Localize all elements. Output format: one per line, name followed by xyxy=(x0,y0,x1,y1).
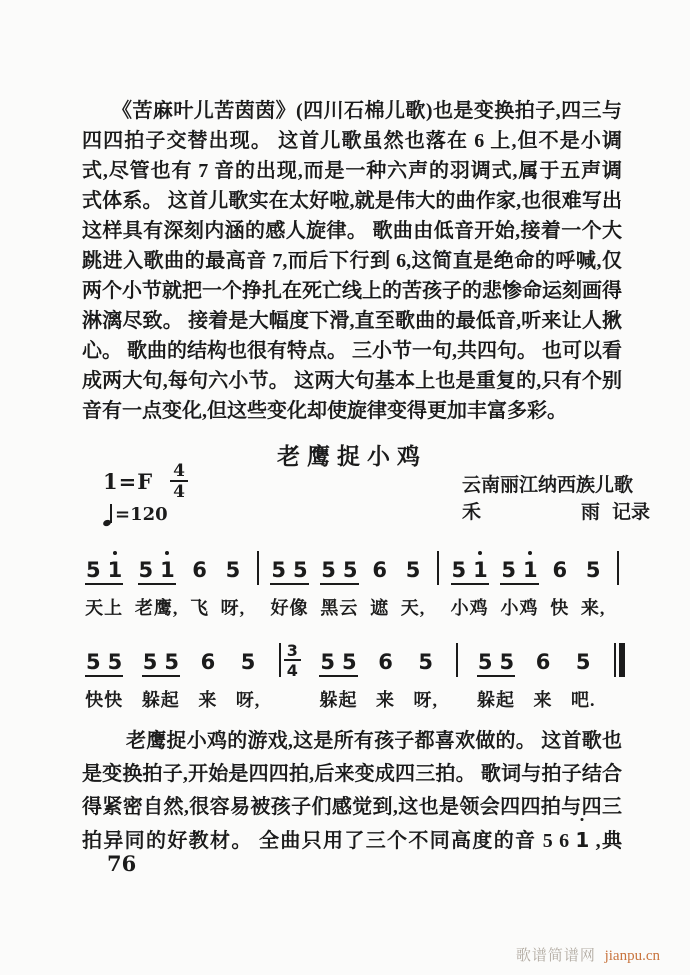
key-label: 1=F xyxy=(103,469,154,494)
lyric: 呀, xyxy=(235,690,261,710)
lyric: 快 xyxy=(550,598,570,618)
barline xyxy=(437,551,439,585)
high-octave-dot xyxy=(113,551,117,555)
lyric: 快快 xyxy=(85,690,124,710)
notes-row xyxy=(451,549,489,585)
lyric: 遮 xyxy=(370,598,390,618)
text-line: 这样具有深刻内涵的感人旋律。 歌曲由低音开始,接着一个大 xyxy=(82,220,622,242)
beamed-note-group xyxy=(320,559,358,585)
note-cell xyxy=(270,549,308,620)
lyric: 来 xyxy=(533,690,553,710)
text-line: 音有一点变化,但这些变化却使旋律变得更加丰富多彩。 xyxy=(82,400,567,422)
lyric: 呀, xyxy=(220,598,246,618)
final-barline xyxy=(614,643,625,677)
text-line: 成两大句,每句六小节。 这两大句基本上也是重复的,只有个别 xyxy=(82,370,622,392)
note-group xyxy=(551,559,568,585)
note-digit: 6 xyxy=(200,650,216,674)
page-number: 76 xyxy=(107,851,137,876)
note-digit: 5 xyxy=(341,650,357,674)
notes-row xyxy=(551,549,568,585)
note-cell xyxy=(413,641,438,712)
note-digit: 5 xyxy=(138,558,154,582)
note-cell xyxy=(221,549,246,620)
notes-row xyxy=(138,549,176,585)
note-digit: 6 xyxy=(372,558,387,582)
notes-row xyxy=(85,641,123,677)
note-group xyxy=(585,559,602,585)
attribution xyxy=(462,472,650,526)
note-digit: 5 xyxy=(320,650,335,674)
notes-row xyxy=(585,549,602,585)
note-digit: 5 xyxy=(107,650,123,674)
beamed-note-group xyxy=(477,651,515,677)
paragraph-kumaye-analysis xyxy=(82,96,622,426)
note-digit: 5 xyxy=(342,558,358,582)
note-digit: 5 xyxy=(501,558,516,582)
notes-row xyxy=(191,549,208,585)
note-cell xyxy=(190,549,209,620)
key-signature xyxy=(103,462,188,501)
beamed-note-group xyxy=(500,559,538,585)
note-digit: 5 xyxy=(418,650,434,674)
note-cell xyxy=(135,549,179,620)
note-digit: 5 xyxy=(240,650,256,674)
note-cell xyxy=(550,549,569,620)
note-cell xyxy=(85,641,123,712)
lyric: 天, xyxy=(400,598,426,618)
lyric: 呀, xyxy=(413,690,438,710)
note-group xyxy=(377,651,394,677)
text-run: 拍异同的好教材。 全曲只用了三个不同高度的音 5 6 xyxy=(82,830,576,852)
note-digit: 5 xyxy=(142,650,158,674)
text-line: 淋漓尽致。 接着是大幅度下滑,直至歌曲的最低音,听来让人揪 xyxy=(82,310,622,332)
note-cell xyxy=(581,549,606,620)
note-cell xyxy=(451,549,489,620)
note-cell xyxy=(534,641,553,712)
text-line: 是变换拍子,开始是四四拍,后来变成四三拍。 歌词与拍子结合 xyxy=(82,763,622,785)
note-digit: 5 xyxy=(271,558,286,582)
note-cell xyxy=(376,641,395,712)
notes-row xyxy=(270,549,308,585)
note-digit: 6 xyxy=(192,558,207,582)
tempo-marking xyxy=(103,503,168,526)
lyric: 天上 xyxy=(85,598,124,618)
notes-row xyxy=(200,641,217,677)
notes-row xyxy=(575,641,592,677)
note-cell xyxy=(85,549,123,620)
text-line: 老鹰捉小鸡的游戏,这是所有孩子都喜欢做的。 这首歌也 xyxy=(126,730,622,752)
note-group xyxy=(535,651,552,677)
notes-row xyxy=(405,549,422,585)
text-line: 四四拍子交替出现。 这首儿歌虽然也落在 6 上,但不是小调 xyxy=(82,130,622,152)
notes-row xyxy=(142,641,180,677)
lyric: 小鸡 xyxy=(500,598,539,618)
music-line-2 xyxy=(85,641,625,712)
beamed-note-group xyxy=(138,559,176,585)
paragraph-laoying-analysis xyxy=(82,725,622,857)
note-digit: 5 xyxy=(86,650,101,674)
text-line xyxy=(82,824,622,857)
note-cell xyxy=(198,641,217,712)
note-cell xyxy=(320,549,358,620)
note-group xyxy=(417,651,434,677)
note-digit: 5 xyxy=(225,558,241,582)
text-line: 心。 歌曲的结构也很有特点。 三小节一句,共四句。 也可以看 xyxy=(82,340,622,362)
note-cell xyxy=(142,641,180,712)
quarter-note-icon xyxy=(103,503,114,526)
lyric: 飞 xyxy=(190,598,209,618)
note-group xyxy=(405,559,422,585)
notes-row xyxy=(240,641,257,677)
text-line: 式体系。 这首儿歌实在太好啦,就是伟大的曲作家,也很难写出 xyxy=(82,190,622,212)
note-digit: 5 xyxy=(86,558,101,582)
lyric: 好像 xyxy=(270,598,309,618)
high-octave-note-inline: 1 xyxy=(575,824,589,857)
inline-time-signature xyxy=(279,641,301,679)
note-group xyxy=(575,651,592,677)
note-digit: 5 xyxy=(499,650,515,674)
note-group xyxy=(371,559,388,585)
note-digit: 6 xyxy=(552,558,568,582)
song-source: 云南丽江纳西族儿歌 xyxy=(462,475,634,496)
lyric: 来, xyxy=(580,598,606,618)
note-digit: 5 xyxy=(477,650,493,674)
note-cell xyxy=(370,549,389,620)
notes-row xyxy=(371,549,388,585)
lyric: 老鹰, xyxy=(134,598,179,618)
note-cell xyxy=(236,641,261,712)
time-signature-denominator: 4 xyxy=(173,482,185,502)
barline xyxy=(279,643,281,677)
note-digit: 5 xyxy=(293,558,308,582)
note-digit: 5 xyxy=(451,558,467,582)
final-barline-thick xyxy=(619,643,625,677)
watermark-site-url: jianpu.cn xyxy=(604,948,660,964)
lyric: 小鸡 xyxy=(450,598,489,618)
lyric: 来 xyxy=(198,690,218,710)
note-digit: 5 xyxy=(585,558,601,582)
text-line: 《苦麻叶儿苦茵茵》(四川石棉儿歌)也是变换拍子,四三与 xyxy=(112,100,622,122)
note-cell xyxy=(319,641,357,712)
time-signature-3-4 xyxy=(284,642,301,679)
lyric: 黑云 xyxy=(320,598,359,618)
note-digit: 5 xyxy=(405,558,421,582)
notes-row xyxy=(377,641,394,677)
barline xyxy=(617,551,619,585)
lyric: 躲起 xyxy=(319,690,358,710)
time-signature-numerator: 3 xyxy=(284,642,301,661)
note-digit: 5 xyxy=(575,650,591,674)
note-digit: 1 xyxy=(473,559,488,581)
notes-row xyxy=(85,549,123,585)
note-digit: 6 xyxy=(378,650,393,674)
lyric: 来 xyxy=(376,690,396,710)
beamed-note-group xyxy=(142,651,180,677)
barline xyxy=(456,643,458,677)
watermark xyxy=(516,944,660,965)
beamed-note-group xyxy=(85,559,123,585)
notes-row xyxy=(225,549,242,585)
note-digit: 6 xyxy=(535,650,551,674)
time-signature-numerator: 4 xyxy=(170,462,188,482)
notes-row xyxy=(319,641,357,677)
text-line: 两个小节就把一个挣扎在死亡线上的苦孩子的悲惨命运刻画得 xyxy=(82,280,622,302)
beamed-note-group xyxy=(451,559,489,585)
time-signature-denominator: 4 xyxy=(286,661,298,680)
time-signature-4-4 xyxy=(170,462,188,501)
note-group xyxy=(225,559,242,585)
beamed-note-group xyxy=(319,651,357,677)
note-digit: 1 xyxy=(160,559,175,581)
song-title: 老鹰捉小鸡 xyxy=(277,444,427,469)
beamed-note-group xyxy=(85,651,123,677)
notes-row xyxy=(535,641,552,677)
note-group xyxy=(200,651,217,677)
transcriber-role: 记录 xyxy=(611,502,650,523)
notes-row xyxy=(417,641,434,677)
note-cell xyxy=(401,549,426,620)
note-cell xyxy=(571,641,596,712)
notes-row xyxy=(477,641,515,677)
high-octave-dot xyxy=(528,551,532,555)
note-digit: 5 xyxy=(164,650,179,674)
note-digit: 1 xyxy=(523,559,538,581)
note-digit: 1 xyxy=(108,559,123,581)
text-line: 跳进入歌曲的最高音 7,而后下行到 6,这简直是绝命的呼喊,仅 xyxy=(82,250,622,272)
tempo-value: =120 xyxy=(115,504,168,525)
transcriber-line xyxy=(462,499,650,526)
high-octave-dot xyxy=(165,551,169,555)
text-run: ,典 xyxy=(589,830,623,852)
high-octave-dot xyxy=(478,551,482,555)
lyric: 吧. xyxy=(570,690,596,710)
notes-row xyxy=(500,549,538,585)
lyric: 躲起 xyxy=(476,690,515,710)
note-cell xyxy=(477,641,515,712)
watermark-site-name: 歌谱简谱网 xyxy=(515,948,596,964)
final-barline-thin xyxy=(614,643,616,677)
beamed-note-group xyxy=(270,559,308,585)
text-line: 式,尽管也有 7 音的出现,而是一种六声的羽调式,属于五声调 xyxy=(82,160,622,182)
note-digit: 5 xyxy=(321,558,336,582)
lyric: 躲起 xyxy=(141,690,180,710)
music-line-1 xyxy=(85,549,619,620)
note-group xyxy=(240,651,257,677)
transcriber-surname: 禾 xyxy=(462,502,482,523)
notes-row xyxy=(320,549,358,585)
high-octave-dot xyxy=(581,818,584,821)
text-line: 得紧密自然,很容易被孩子们感觉到,这也是领会四四拍与四三 xyxy=(82,796,622,818)
note-group xyxy=(191,559,208,585)
note-cell xyxy=(500,549,538,620)
barline xyxy=(257,551,259,585)
transcriber-given-name: 雨 xyxy=(580,502,600,523)
